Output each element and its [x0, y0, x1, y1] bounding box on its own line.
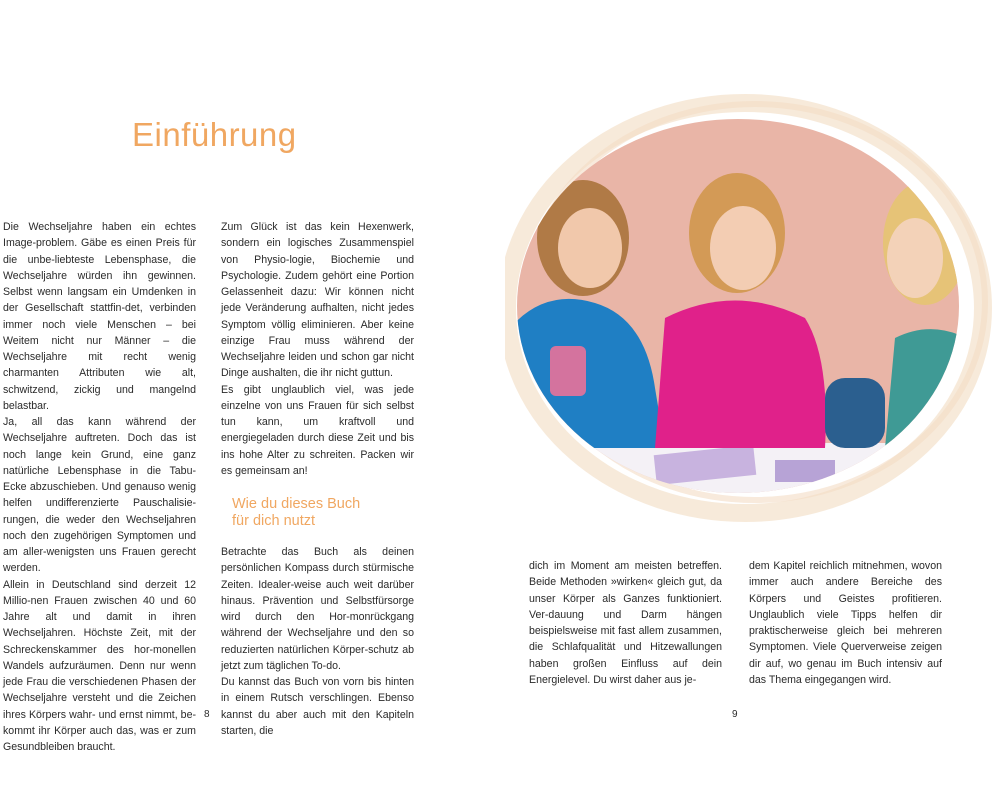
subheading-line-2: für dich nutzt: [232, 513, 316, 529]
paragraph: Betrachte das Buch als deinen persönlichen Kompass durch stürmische Zeiten. Idealer-weise auch weit darüber hinaus. Prävention und Selbstfürsorge wird durch den Hor-monrückgang während der Wechseljahre und den so reduzierten natürlichen Körper-schutz ab jetzt zum täglichen To-do.: [221, 546, 414, 672]
paragraph: dich im Moment am meisten betreffen. Beide Methoden »wirken« gleich gut, da unser Körper als Ganzes funktioniert. Ver-dauung und Darm hängen beispielsweise mit fast allem zusammen, die Schlafqualität und Hitzewallungen haben großen Einfluss auf dein Energielevel. Du wirst daher aus je-: [529, 560, 722, 686]
right-page-column-2: [749, 558, 942, 688]
section-subheading: [232, 496, 414, 530]
subheading-line-1: Wie du dieses Buch: [232, 496, 361, 512]
right-page-column-1: [529, 558, 722, 688]
page-number-right: 9: [732, 709, 738, 720]
paragraph: dem Kapitel reichlich mitnehmen, wovon immer auch andere Bereiche des Körpers und Geistes profitieren. Unglaublich viele Tipps helfen dir praktischerweise gleich bei mehreren Symptomen. Viele Querverweise zeigen dir auf, wo genau im Buch intensiv auf das Thema eingegangen wird.: [749, 560, 942, 686]
page-number-left: 8: [204, 709, 210, 720]
paragraph: Ja, all das kann während der Wechseljahre auftreten. Doch das ist noch lange kein Grund, eine ganz natürliche Lebensphase in die Tabu-Ecke abzuschieben. Und genauso wenig helfen undifferenzierte Pauschalisie-rungen, die weder den Wechseljahren noch den zugehörigen Symptomen und am aller-wenigsten uns Frauen gerecht werden.: [3, 416, 196, 575]
left-page-column-1: [3, 219, 196, 755]
chapter-title: Einführung: [132, 116, 297, 153]
photo-three-women: [505, 88, 1000, 538]
paragraph: Zum Glück ist das kein Hexenwerk, sondern ein logisches Zusammenspiel von Physio-logie, Biochemie und Psychologie. Zudem gehört eine Portion Gelassenheit dazu: Wir können nicht jede Veränderung aufhalten, nicht jedes Symptom völlig eliminieren. Aber keine einzige Frau muss während der Wechseljahre leiden und schon gar nicht Dinge aushalten, die ihr nicht guttun.: [221, 221, 414, 380]
paragraph: Du kannst das Buch von vorn bis hinten in einem Rutsch verschlingen. Ebenso kannst du aber auch mit den Kapiteln starten, die: [221, 676, 414, 737]
paragraph: Die Wechseljahre haben ein echtes Image-problem. Gäbe es einen Preis für die unbe-liebteste Lebensphase, die Wechseljahre würden ihn gewinnen. Selbst wenn langsam ein Umdenken in der Gesellschaft stattfin-det, verbinden immer noch viele Menschen – bei Weitem nicht nur Männer – die Wechseljahre mit recht wenig charmanten Attributen wie alt, schwitzend, zickig und mangelnd belastbar.: [3, 221, 196, 412]
left-page-column-2: [221, 219, 414, 739]
paragraph: Allein in Deutschland sind derzeit 12 Millio-nen Frauen zwischen 40 und 60 Jahre alt und damit in ihren Wechseljahren. Höchste Zeit, mit der Schreckenskammer des hor-monellen Wandels aufzuräumen. Denn nur wenn jede Frau die verschiedenen Phasen der Wechseljahre versteht und die Zeichen ihres Körpers wahr- und ernst nimmt, be-kommt ihr Körper auch das, was er zum Gesundbleiben braucht.: [3, 578, 196, 753]
paragraph: Es gibt unglaublich viel, was jede einzelne von uns Frauen für sich selbst tun kann, um kraftvoll und energiegeladen durch diese Zeit und bis ins hohe Alter zu schreiten. Packen wir es gemeinsam an!: [221, 383, 414, 477]
